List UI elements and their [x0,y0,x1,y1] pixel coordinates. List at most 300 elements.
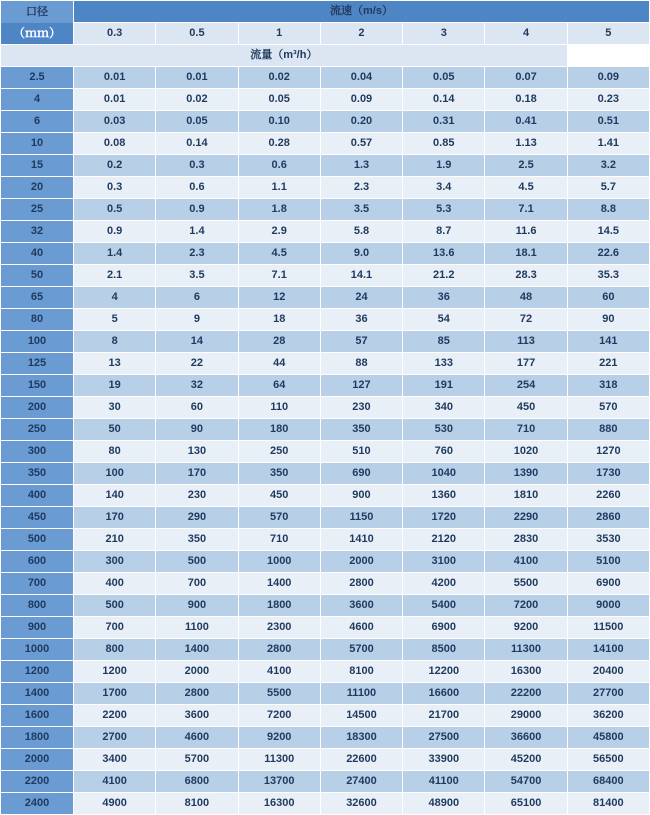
cell-flow: 54700 [485,771,567,793]
cell-flow: 8500 [403,639,485,661]
cell-flow: 800 [74,639,156,661]
cell-diameter: 250 [1,419,74,441]
cell-flow: 81400 [567,793,649,815]
cell-flow: 113 [485,331,567,353]
table-row [1,441,650,463]
cell-flow: 880 [567,419,649,441]
cell-flow: 141 [567,331,649,353]
cell-flow: 2.1 [74,265,156,287]
cell-flow: 710 [238,529,320,551]
cell-flow: 5.7 [567,177,649,199]
cell-flow: 1720 [403,507,485,529]
cell-flow: 1400 [156,639,238,661]
cell-flow: 0.85 [403,133,485,155]
cell-flow: 11100 [320,683,402,705]
cell-flow: 0.41 [485,111,567,133]
cell-flow: 9000 [567,595,649,617]
cell-flow: 48900 [403,793,485,815]
cell-diameter: 800 [1,595,74,617]
cell-flow: 0.01 [74,67,156,89]
cell-diameter: 600 [1,551,74,573]
cell-diameter: 10 [1,133,74,155]
cell-flow: 250 [238,441,320,463]
cell-diameter: 40 [1,243,74,265]
cell-diameter: 20 [1,177,74,199]
cell-flow: 170 [74,507,156,529]
table-row [1,133,650,155]
cell-flow: 36200 [567,705,649,727]
cell-flow: 450 [485,397,567,419]
cell-flow: 4100 [238,661,320,683]
cell-diameter: 2.5 [1,67,74,89]
header-velocity-4: 3 [403,23,485,45]
table-row [1,551,650,573]
cell-flow: 1270 [567,441,649,463]
cell-flow: 30 [74,397,156,419]
cell-flow: 0.28 [238,133,320,155]
cell-flow: 57 [320,331,402,353]
table-row [1,661,650,683]
cell-flow: 133 [403,353,485,375]
cell-flow: 0.01 [74,89,156,111]
cell-flow: 760 [403,441,485,463]
cell-flow: 1400 [238,573,320,595]
cell-flow: 18 [238,309,320,331]
cell-flow: 110 [238,397,320,419]
cell-flow: 45200 [485,749,567,771]
cell-flow: 9200 [485,617,567,639]
cell-flow: 0.31 [403,111,485,133]
cell-flow: 130 [156,441,238,463]
table-row [1,177,650,199]
cell-flow: 500 [74,595,156,617]
cell-flow: 14.1 [320,265,402,287]
cell-flow: 5700 [320,639,402,661]
header-row-velocity [1,1,650,23]
cell-flow: 24 [320,287,402,309]
cell-flow: 4900 [74,793,156,815]
cell-flow: 570 [567,397,649,419]
cell-flow: 8 [74,331,156,353]
cell-flow: 0.51 [567,111,649,133]
cell-flow: 2.5 [485,155,567,177]
cell-flow: 5.8 [320,221,402,243]
cell-flow: 11300 [485,639,567,661]
cell-flow: 11500 [567,617,649,639]
cell-flow: 48 [485,287,567,309]
cell-diameter: 2000 [1,749,74,771]
cell-flow: 2200 [74,705,156,727]
table-row [1,793,650,815]
cell-flow: 41100 [403,771,485,793]
cell-flow: 22.6 [567,243,649,265]
cell-flow: 22 [156,353,238,375]
cell-flow: 21700 [403,705,485,727]
cell-flow: 1.41 [567,133,649,155]
header-flow-title: 流量（m³/h） [1,45,568,67]
cell-flow: 350 [320,419,402,441]
cell-flow: 36600 [485,727,567,749]
table-row [1,705,650,727]
cell-flow: 1.8 [238,199,320,221]
cell-flow: 350 [156,529,238,551]
cell-diameter: 300 [1,441,74,463]
cell-flow: 13700 [238,771,320,793]
cell-flow: 170 [156,463,238,485]
cell-flow: 18.1 [485,243,567,265]
table-row [1,419,650,441]
cell-flow: 0.02 [238,67,320,89]
cell-flow: 2800 [238,639,320,661]
cell-flow: 1.9 [403,155,485,177]
cell-flow: 0.20 [320,111,402,133]
cell-diameter: 900 [1,617,74,639]
cell-flow: 0.09 [320,89,402,111]
cell-flow: 50 [74,419,156,441]
cell-flow: 35.3 [567,265,649,287]
table-row [1,485,650,507]
cell-flow: 27400 [320,771,402,793]
cell-flow: 36 [403,287,485,309]
cell-flow: 230 [320,397,402,419]
cell-flow: 7200 [238,705,320,727]
cell-flow: 44 [238,353,320,375]
cell-flow: 8.7 [403,221,485,243]
cell-flow: 27700 [567,683,649,705]
cell-flow: 0.3 [74,177,156,199]
cell-flow: 191 [403,375,485,397]
cell-flow: 3400 [74,749,156,771]
cell-flow: 1020 [485,441,567,463]
cell-flow: 300 [74,551,156,573]
cell-flow: 0.5 [74,199,156,221]
cell-flow: 68400 [567,771,649,793]
cell-flow: 0.57 [320,133,402,155]
table-row [1,265,650,287]
header-diameter-unit: （ｍｍ） [1,23,73,44]
cell-flow: 0.6 [156,177,238,199]
cell-flow: 8100 [156,793,238,815]
table-row [1,89,650,111]
cell-flow: 0.09 [567,67,649,89]
header-row-velocity-values [1,23,650,45]
cell-flow: 340 [403,397,485,419]
table-row [1,353,650,375]
table-row [1,507,650,529]
cell-flow: 8.8 [567,199,649,221]
cell-flow: 16300 [485,661,567,683]
cell-flow: 0.08 [74,133,156,155]
cell-flow: 1410 [320,529,402,551]
table-row [1,529,650,551]
cell-flow: 0.05 [238,89,320,111]
cell-flow: 2000 [156,661,238,683]
cell-flow: 2120 [403,529,485,551]
table-row [1,573,650,595]
cell-flow: 22200 [485,683,567,705]
cell-flow: 1810 [485,485,567,507]
header-velocity-1: 0.5 [156,23,238,45]
cell-flow: 2860 [567,507,649,529]
cell-flow: 12200 [403,661,485,683]
cell-flow: 21.2 [403,265,485,287]
cell-flow: 0.18 [485,89,567,111]
cell-diameter: 6 [1,111,74,133]
cell-flow: 19 [74,375,156,397]
table-row [1,331,650,353]
cell-flow: 1200 [74,661,156,683]
cell-flow: 18300 [320,727,402,749]
table-row [1,309,650,331]
cell-flow: 1040 [403,463,485,485]
cell-flow: 0.3 [156,155,238,177]
cell-flow: 9.0 [320,243,402,265]
table-row [1,243,650,265]
table-row [1,595,650,617]
table-row [1,771,650,793]
cell-flow: 5500 [485,573,567,595]
cell-flow: 2.3 [320,177,402,199]
cell-flow: 1100 [156,617,238,639]
cell-flow: 1800 [238,595,320,617]
table-row [1,639,650,661]
cell-flow: 14 [156,331,238,353]
cell-flow: 2260 [567,485,649,507]
cell-flow: 4100 [485,551,567,573]
cell-flow: 12 [238,287,320,309]
header-row-flow [1,45,650,67]
cell-flow: 2700 [74,727,156,749]
cell-flow: 27500 [403,727,485,749]
cell-flow: 500 [156,551,238,573]
header-velocity-6: 5 [567,23,649,45]
cell-flow: 400 [74,573,156,595]
cell-diameter: 700 [1,573,74,595]
cell-flow: 32 [156,375,238,397]
header-velocity-3: 2 [320,23,402,45]
cell-diameter: 125 [1,353,74,375]
cell-flow: 90 [156,419,238,441]
table-row [1,749,650,771]
cell-flow: 4600 [320,617,402,639]
cell-diameter: 1800 [1,727,74,749]
cell-diameter: 1000 [1,639,74,661]
cell-flow: 900 [156,595,238,617]
cell-flow: 5100 [567,551,649,573]
cell-flow: 2290 [485,507,567,529]
table-row [1,463,650,485]
cell-flow: 4.5 [238,243,320,265]
cell-flow: 4200 [403,573,485,595]
cell-flow: 33900 [403,749,485,771]
cell-flow: 1.4 [156,221,238,243]
table-row [1,397,650,419]
cell-flow: 0.07 [485,67,567,89]
cell-flow: 290 [156,507,238,529]
table-body [1,67,650,815]
table-row [1,221,650,243]
cell-flow: 3600 [320,595,402,617]
cell-flow: 28.3 [485,265,567,287]
cell-flow: 700 [74,617,156,639]
cell-flow: 2800 [156,683,238,705]
cell-flow: 9200 [238,727,320,749]
cell-flow: 80 [74,441,156,463]
cell-flow: 100 [74,463,156,485]
cell-flow: 177 [485,353,567,375]
cell-flow: 72 [485,309,567,331]
cell-diameter: 200 [1,397,74,419]
cell-flow: 22600 [320,749,402,771]
cell-flow: 3.5 [320,199,402,221]
cell-flow: 700 [156,573,238,595]
cell-diameter: 1200 [1,661,74,683]
cell-flow: 0.9 [156,199,238,221]
cell-diameter: 25 [1,199,74,221]
header-velocity-5: 4 [485,23,567,45]
cell-flow: 88 [320,353,402,375]
cell-flow: 510 [320,441,402,463]
cell-flow: 1.4 [74,243,156,265]
cell-flow: 29000 [485,705,567,727]
header-velocity-title: 流速（m/s） [74,1,650,23]
cell-flow: 5.3 [403,199,485,221]
cell-flow: 2.3 [156,243,238,265]
cell-flow: 14100 [567,639,649,661]
cell-flow: 5700 [156,749,238,771]
cell-flow: 60 [567,287,649,309]
cell-flow: 0.2 [74,155,156,177]
cell-flow: 3.2 [567,155,649,177]
cell-diameter: 65 [1,287,74,309]
cell-flow: 85 [403,331,485,353]
cell-diameter: 1400 [1,683,74,705]
cell-flow: 710 [485,419,567,441]
cell-diameter: 15 [1,155,74,177]
cell-flow: 5400 [403,595,485,617]
cell-flow: 0.02 [156,89,238,111]
header-velocity-2: 1 [238,23,320,45]
table-row [1,617,650,639]
cell-flow: 5500 [238,683,320,705]
cell-diameter: 50 [1,265,74,287]
cell-diameter: 80 [1,309,74,331]
cell-flow: 127 [320,375,402,397]
cell-flow: 230 [156,485,238,507]
cell-flow: 1.13 [485,133,567,155]
cell-flow: 64 [238,375,320,397]
cell-flow: 3.4 [403,177,485,199]
cell-flow: 0.04 [320,67,402,89]
cell-diameter: 32 [1,221,74,243]
cell-flow: 6900 [567,573,649,595]
cell-flow: 11.6 [485,221,567,243]
cell-flow: 4.5 [485,177,567,199]
cell-flow: 7.1 [485,199,567,221]
header-velocity-0: 0.3 [74,23,156,45]
cell-flow: 0.05 [156,111,238,133]
cell-flow: 570 [238,507,320,529]
table-header [1,1,650,67]
cell-flow: 3.5 [156,265,238,287]
cell-flow: 2830 [485,529,567,551]
cell-flow: 1000 [238,551,320,573]
cell-flow: 450 [238,485,320,507]
cell-flow: 1390 [485,463,567,485]
cell-diameter: 1600 [1,705,74,727]
table-row [1,111,650,133]
cell-flow: 2.9 [238,221,320,243]
cell-flow: 318 [567,375,649,397]
cell-diameter: 350 [1,463,74,485]
cell-flow: 6900 [403,617,485,639]
cell-flow: 0.14 [403,89,485,111]
cell-flow: 0.23 [567,89,649,111]
cell-flow: 54 [403,309,485,331]
cell-flow: 7200 [485,595,567,617]
table-row [1,375,650,397]
table-row [1,199,650,221]
cell-diameter: 2200 [1,771,74,793]
table-row [1,683,650,705]
cell-flow: 221 [567,353,649,375]
cell-diameter: 150 [1,375,74,397]
cell-flow: 3600 [156,705,238,727]
cell-flow: 1360 [403,485,485,507]
cell-flow: 4100 [74,771,156,793]
cell-flow: 2000 [320,551,402,573]
cell-flow: 1.3 [320,155,402,177]
cell-flow: 0.9 [74,221,156,243]
cell-flow: 4600 [156,727,238,749]
cell-flow: 690 [320,463,402,485]
cell-flow: 5 [74,309,156,331]
cell-flow: 1.1 [238,177,320,199]
cell-flow: 210 [74,529,156,551]
cell-flow: 6 [156,287,238,309]
cell-flow: 530 [403,419,485,441]
cell-flow: 0.01 [156,67,238,89]
cell-diameter: 100 [1,331,74,353]
cell-flow: 14.5 [567,221,649,243]
cell-diameter: 4 [1,89,74,111]
cell-flow: 14500 [320,705,402,727]
cell-flow: 6800 [156,771,238,793]
cell-flow: 16600 [403,683,485,705]
cell-flow: 56500 [567,749,649,771]
cell-flow: 11300 [238,749,320,771]
cell-flow: 0.05 [403,67,485,89]
cell-diameter: 2400 [1,793,74,815]
cell-flow: 3530 [567,529,649,551]
cell-flow: 254 [485,375,567,397]
cell-flow: 13.6 [403,243,485,265]
cell-flow: 90 [567,309,649,331]
cell-flow: 32600 [320,793,402,815]
cell-flow: 0.03 [74,111,156,133]
cell-flow: 1730 [567,463,649,485]
cell-flow: 3100 [403,551,485,573]
cell-flow: 45800 [567,727,649,749]
cell-flow: 60 [156,397,238,419]
cell-diameter: 450 [1,507,74,529]
table-row [1,727,650,749]
cell-flow: 350 [238,463,320,485]
cell-diameter: 400 [1,485,74,507]
cell-flow: 7.1 [238,265,320,287]
cell-flow: 16300 [238,793,320,815]
cell-flow: 1150 [320,507,402,529]
